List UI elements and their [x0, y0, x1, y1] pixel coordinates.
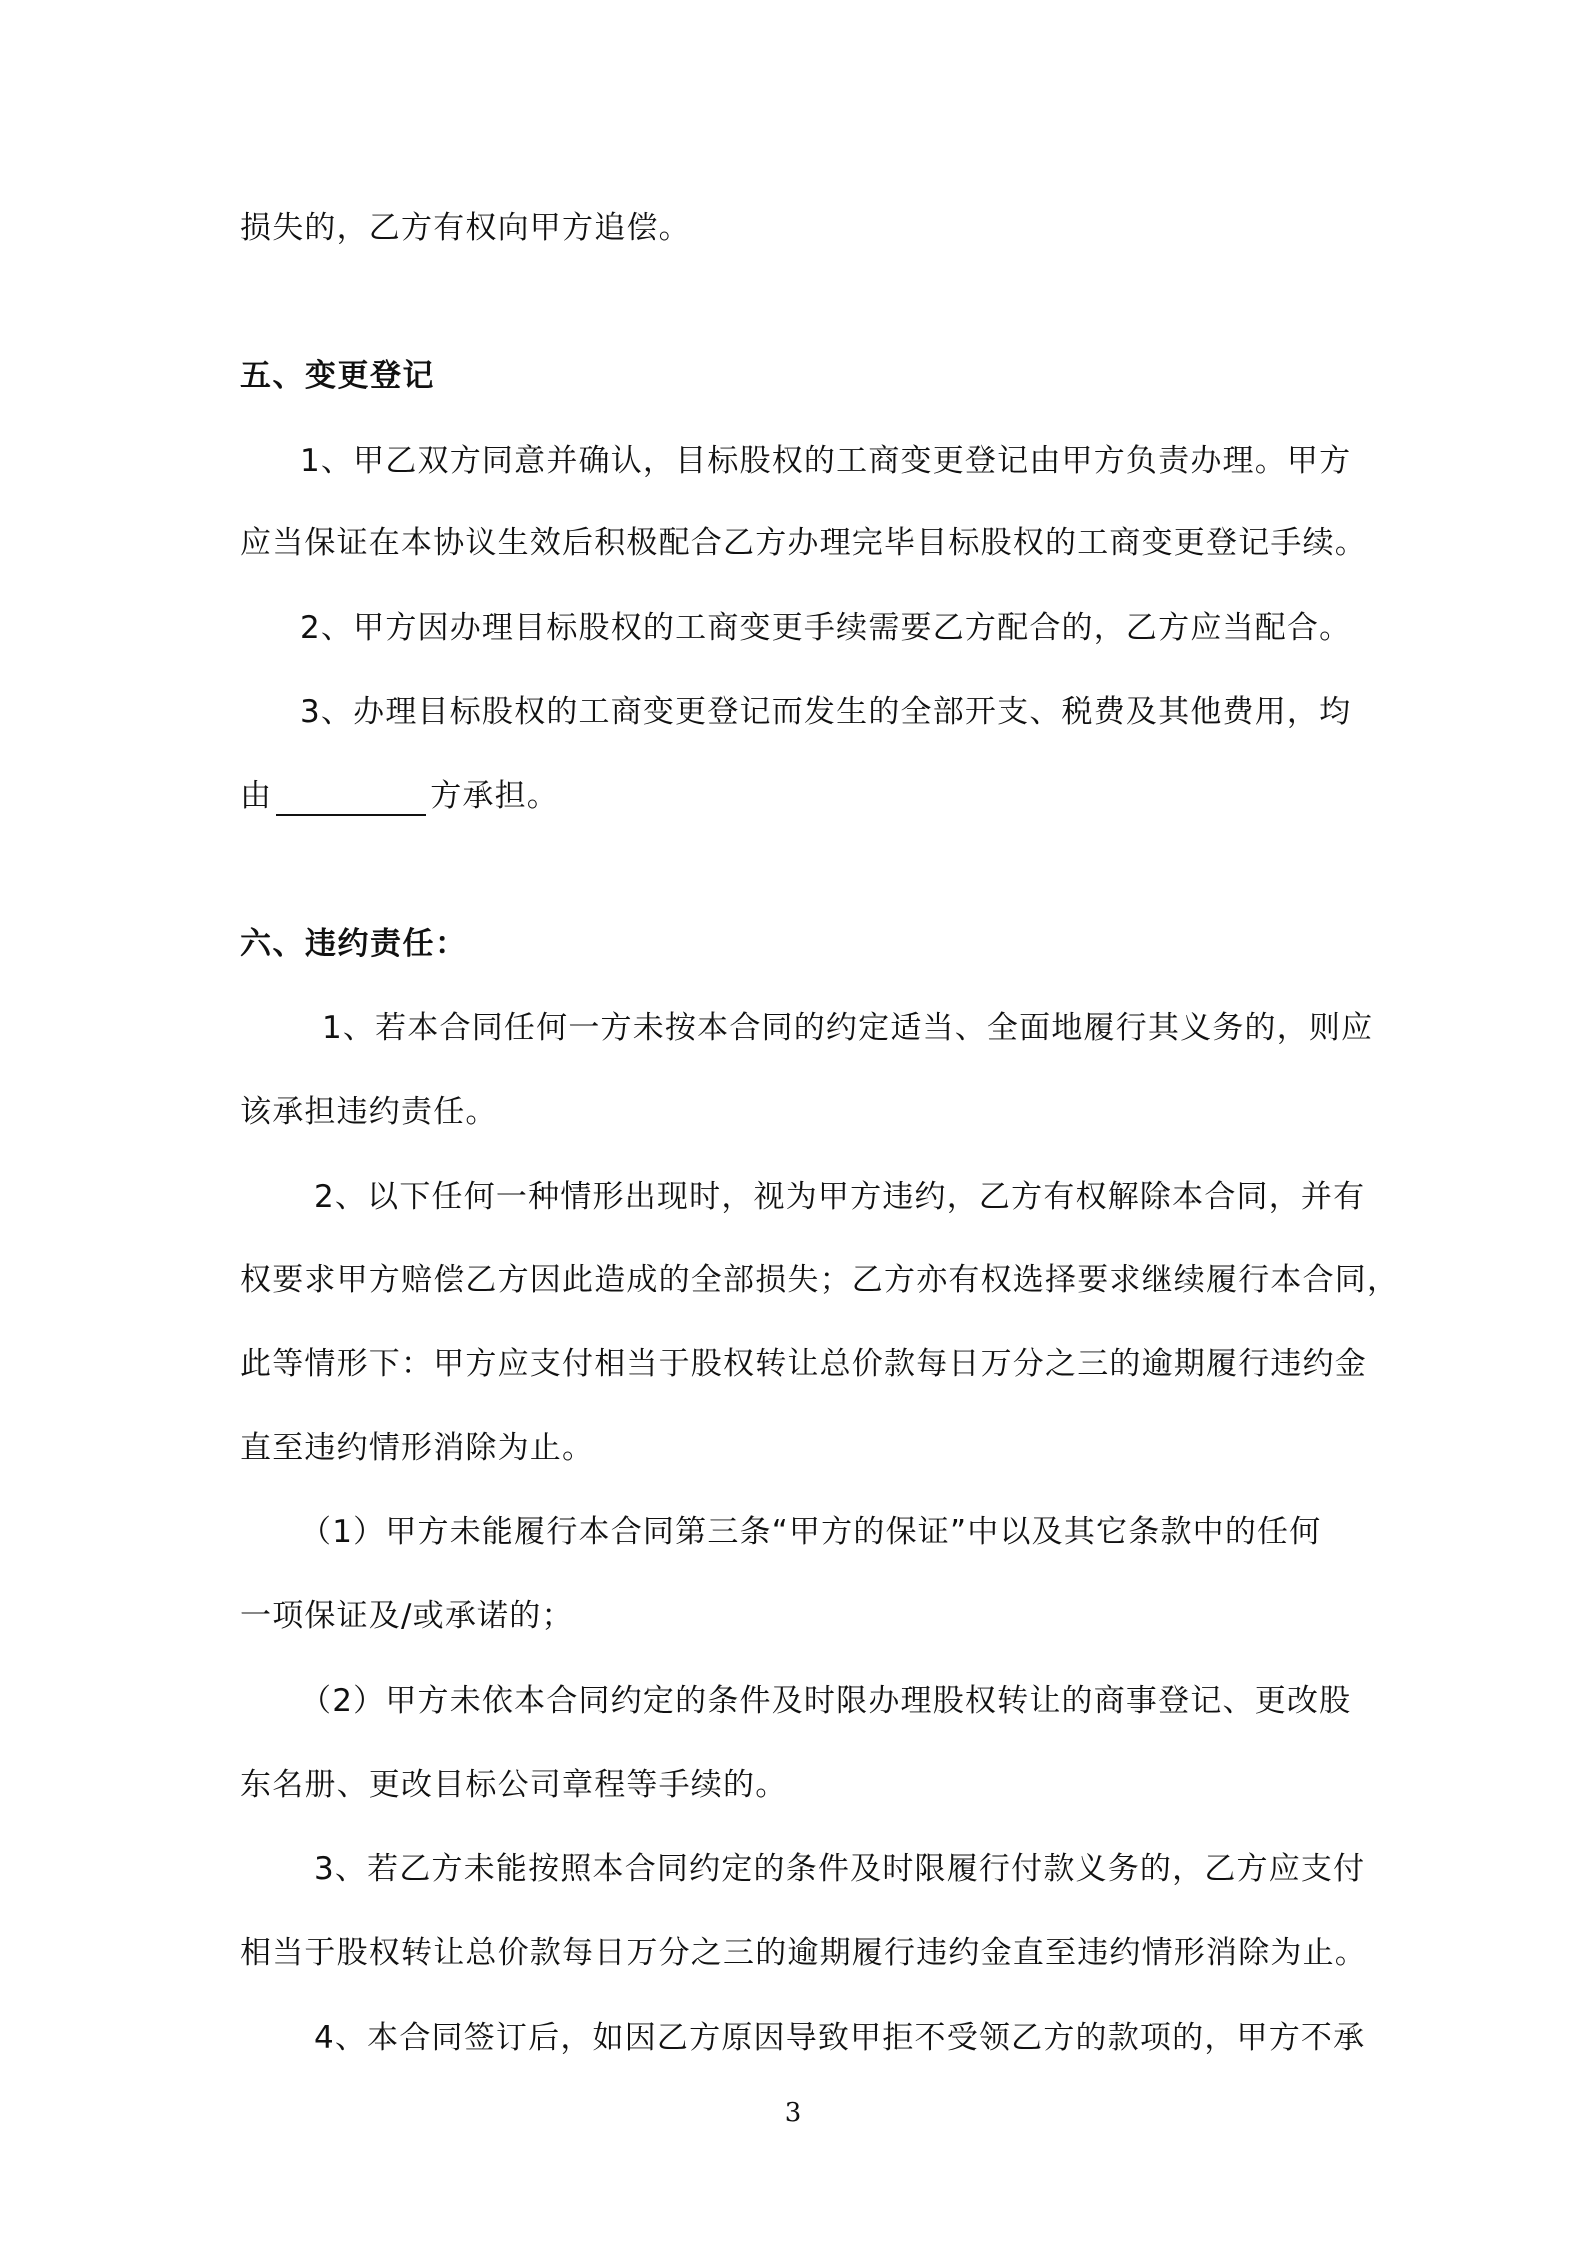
fill-in-blank — [276, 808, 426, 816]
paragraph-line: 相当于股权转让总价款每日万分之三的逾期履行违约金直至违约情形消除为止。 — [240, 1935, 1367, 1971]
paragraph-line: 损失的，乙方有权向甲方追偿。 — [240, 210, 691, 246]
paragraph-line: 1、若本合同任何一方未按本合同的约定适当、全面地履行其义务的，则应 — [322, 1010, 1374, 1046]
paragraph-line: 直至违约情形消除为止。 — [240, 1430, 595, 1466]
paragraph-line: （1）甲方未能履行本合同第三条“甲方的保证”中以及其它条款中的任何 — [300, 1514, 1322, 1550]
page-number: 3 — [784, 2098, 802, 2128]
section-6-heading: 六、违约责任： — [240, 926, 468, 962]
paragraph-text: 方承担。 — [430, 778, 560, 814]
paragraph-line: 该承担违约责任。 — [240, 1094, 498, 1130]
paragraph-line: 1、甲乙双方同意并确认，目标股权的工商变更登记由甲方负责办理。甲方 — [300, 443, 1352, 479]
paragraph-line: （2）甲方未依本合同约定的条件及时限办理股权转让的商事登记、更改股 — [300, 1683, 1352, 1719]
paragraph-line: 2、以下任何一种情形出现时，视为甲方违约，乙方有权解除本合同，并有 — [314, 1179, 1366, 1215]
paragraph-line: 一项保证及/或承诺的； — [240, 1598, 574, 1634]
paragraph-line: 3、办理目标股权的工商变更登记而发生的全部开支、税费及其他费用，均 — [300, 694, 1352, 730]
paragraph-text: 由 — [240, 778, 273, 814]
paragraph-line: 权要求甲方赔偿乙方因此造成的全部损失；乙方亦有权选择要求继续履行本合同， — [240, 1262, 1400, 1298]
section-5-heading: 五、变更登记 — [240, 358, 435, 394]
paragraph-line: 此等情形下：甲方应支付相当于股权转让总价款每日万分之三的逾期履行违约金 — [240, 1346, 1367, 1382]
paragraph-line: 4、本合同签订后，如因乙方原因导致甲拒不受领乙方的款项的，甲方不承 — [314, 2020, 1366, 2056]
paragraph-line — [240, 776, 559, 816]
paragraph-line: 应当保证在本协议生效后积极配合乙方办理完毕目标股权的工商变更登记手续。 — [240, 525, 1367, 561]
paragraph-line: 3、若乙方未能按照本合同约定的条件及时限履行付款义务的，乙方应支付 — [314, 1851, 1366, 1887]
paragraph-line: 东名册、更改目标公司章程等手续的。 — [240, 1767, 788, 1803]
paragraph-line: 2、甲方因办理目标股权的工商变更手续需要乙方配合的，乙方应当配合。 — [300, 610, 1352, 646]
